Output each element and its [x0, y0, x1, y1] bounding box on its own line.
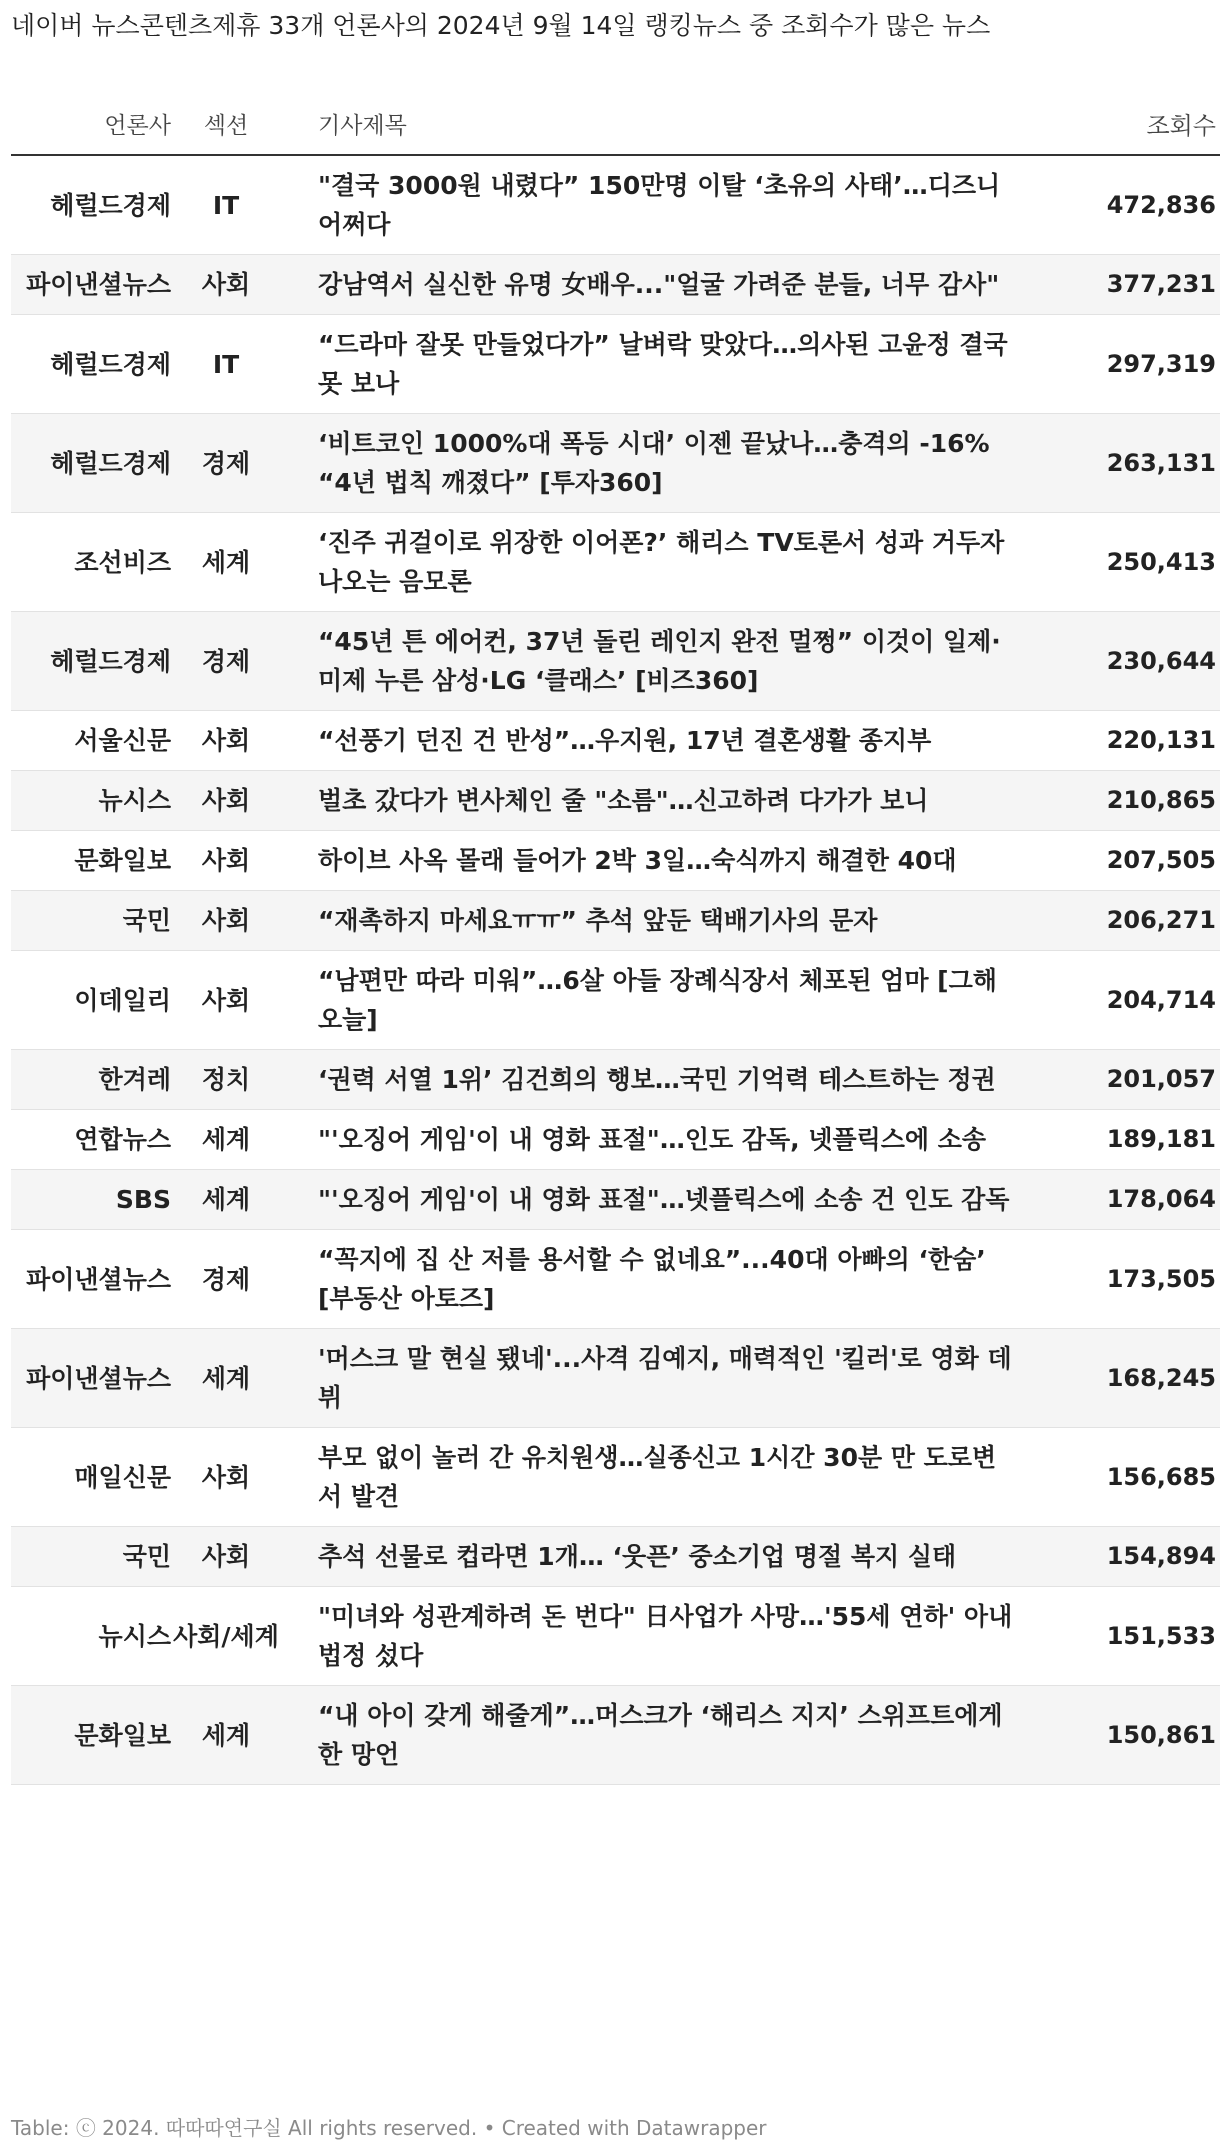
- press-cell: 국민: [11, 1527, 171, 1587]
- views-cell: 150,861: [1028, 1686, 1220, 1785]
- header-section[interactable]: 섹션: [171, 92, 281, 155]
- press-cell: 국민: [11, 891, 171, 951]
- table-row: [11, 831, 1220, 891]
- views-cell: 250,413: [1028, 513, 1220, 612]
- table-row: [11, 1050, 1220, 1110]
- section-cell: 사회: [171, 891, 281, 951]
- headline-cell: ‘권력 서열 1위’ 김건희의 행보…국민 기억력 테스트하는 정권: [281, 1050, 1028, 1110]
- press-cell: 파이낸셜뉴스: [11, 255, 171, 315]
- press-cell: 조선비즈: [11, 513, 171, 612]
- press-cell: 매일신문: [11, 1428, 171, 1527]
- views-cell: 201,057: [1028, 1050, 1220, 1110]
- press-cell: 헤럴드경제: [11, 155, 171, 255]
- press-cell: 문화일보: [11, 1686, 171, 1785]
- headline-cell: “꼭지에 집 산 저를 용서할 수 없네요”...40대 아빠의 ‘한숨’ [부동산 아토즈]: [281, 1230, 1028, 1329]
- headline-cell: 하이브 사옥 몰래 들어가 2박 3일…숙식까지 해결한 40대: [281, 831, 1028, 891]
- table-row: [11, 891, 1220, 951]
- section-cell: 사회: [171, 1428, 281, 1527]
- section-cell: 사회: [171, 951, 281, 1050]
- section-cell: 사회: [171, 831, 281, 891]
- table-body: [11, 155, 1220, 1785]
- views-cell: 377,231: [1028, 255, 1220, 315]
- header-views[interactable]: 조회수: [1028, 92, 1220, 155]
- headline-cell: "미녀와 성관계하려 돈 번다" 日사업가 사망…'55세 연하' 아내 법정 섰다: [281, 1587, 1028, 1686]
- views-cell: 204,714: [1028, 951, 1220, 1050]
- views-cell: 230,644: [1028, 612, 1220, 711]
- table-row: [11, 1329, 1220, 1428]
- headline-cell: “45년 튼 에어컨, 37년 돌린 레인지 완전 멀쩡” 이것이 일제·미제 누른 삼성·LG ‘클래스’ [비즈360]: [281, 612, 1028, 711]
- table-row: [11, 1686, 1220, 1785]
- section-cell: 사회: [171, 771, 281, 831]
- views-cell: 220,131: [1028, 711, 1220, 771]
- table-row: [11, 315, 1220, 414]
- press-cell: 뉴시스: [11, 1587, 171, 1686]
- table-row: [11, 513, 1220, 612]
- headline-cell: “재촉하지 마세요ㅠㅠ” 추석 앞둔 택배기사의 문자: [281, 891, 1028, 951]
- headline-cell: ‘진주 귀걸이로 위장한 이어폰?’ 해리스 TV토론서 성과 거두자 나오는 음모론: [281, 513, 1028, 612]
- views-cell: 206,271: [1028, 891, 1220, 951]
- views-cell: 189,181: [1028, 1110, 1220, 1170]
- table-header-row: [11, 92, 1220, 155]
- section-cell: 세계: [171, 513, 281, 612]
- press-cell: 헤럴드경제: [11, 315, 171, 414]
- views-cell: 156,685: [1028, 1428, 1220, 1527]
- headline-cell: 강남역서 실신한 유명 女배우..."얼굴 가려준 분들, 너무 감사": [281, 255, 1028, 315]
- press-cell: 연합뉴스: [11, 1110, 171, 1170]
- header-press[interactable]: 언론사: [11, 92, 171, 155]
- press-cell: 헤럴드경제: [11, 414, 171, 513]
- press-cell: SBS: [11, 1170, 171, 1230]
- headline-cell: "'오징어 게임'이 내 영화 표절"…인도 감독, 넷플릭스에 소송: [281, 1110, 1028, 1170]
- headline-cell: '머스크 말 현실 됐네'...사격 김예지, 매력적인 '킬러'로 영화 데뷔: [281, 1329, 1028, 1428]
- table-row: [11, 1170, 1220, 1230]
- table-row: [11, 1230, 1220, 1329]
- headline-cell: ‘비트코인 1000%대 폭등 시대’ 이젠 끝났나…충격의 -16% “4년 법칙 깨졌다” [투자360]: [281, 414, 1028, 513]
- press-cell: 파이낸셜뉴스: [11, 1230, 171, 1329]
- press-cell: 서울신문: [11, 711, 171, 771]
- section-cell: 경제: [171, 1230, 281, 1329]
- table-row: [11, 414, 1220, 513]
- section-cell: 사회: [171, 711, 281, 771]
- views-cell: 154,894: [1028, 1527, 1220, 1587]
- table-row: [11, 612, 1220, 711]
- section-cell: 경제: [171, 612, 281, 711]
- headline-cell: “내 아이 갖게 해줄게”…머스크가 ‘해리스 지지’ 스위프트에게 한 망언: [281, 1686, 1028, 1785]
- table-row: [11, 155, 1220, 255]
- views-cell: 151,533: [1028, 1587, 1220, 1686]
- table-row: [11, 711, 1220, 771]
- table-row: [11, 1587, 1220, 1686]
- headline-cell: “드라마 잘못 만들었다가” 날벼락 맞았다…의사된 고윤정 결국 못 보나: [281, 315, 1028, 414]
- table-row: [11, 1428, 1220, 1527]
- ranking-table: [11, 92, 1220, 1785]
- section-cell: 사회: [171, 1527, 281, 1587]
- headline-cell: 추석 선물로 컵라면 1개… ‘웃픈’ 중소기업 명절 복지 실태: [281, 1527, 1028, 1587]
- views-cell: 263,131: [1028, 414, 1220, 513]
- views-cell: 168,245: [1028, 1329, 1220, 1428]
- table-row: [11, 771, 1220, 831]
- press-cell: 문화일보: [11, 831, 171, 891]
- section-cell: IT: [171, 155, 281, 255]
- press-cell: 헤럴드경제: [11, 612, 171, 711]
- headline-cell: 벌초 갔다가 변사체인 줄 "소름"…신고하려 다가가 보니: [281, 771, 1028, 831]
- headline-cell: “남편만 따라 미워”…6살 아들 장례식장서 체포된 엄마 [그해 오늘]: [281, 951, 1028, 1050]
- press-cell: 한겨레: [11, 1050, 171, 1110]
- views-cell: 173,505: [1028, 1230, 1220, 1329]
- table-title: 네이버 뉴스콘텐츠제휴 33개 언론사의 2024년 9월 14일 랭킹뉴스 중 조회수가 많은 뉴스: [11, 11, 991, 40]
- table-row: [11, 951, 1220, 1050]
- headline-cell: "'오징어 게임'이 내 영화 표절"…넷플릭스에 소송 건 인도 감독: [281, 1170, 1028, 1230]
- section-cell: 경제: [171, 414, 281, 513]
- headline-cell: "결국 3000원 내렸다” 150만명 이탈 ‘초유의 사태’…디즈니 어쩌다: [281, 155, 1028, 255]
- views-cell: 178,064: [1028, 1170, 1220, 1230]
- views-cell: 472,836: [1028, 155, 1220, 255]
- headline-cell: “선풍기 던진 건 반성”…우지원, 17년 결혼생활 종지부: [281, 711, 1028, 771]
- table-row: [11, 1527, 1220, 1587]
- section-cell: 세계: [171, 1329, 281, 1428]
- views-cell: 210,865: [1028, 771, 1220, 831]
- press-cell: 이데일리: [11, 951, 171, 1050]
- section-cell: 정치: [171, 1050, 281, 1110]
- header-headline[interactable]: 기사제목: [281, 92, 1028, 155]
- press-cell: 파이낸셜뉴스: [11, 1329, 171, 1428]
- press-cell: 뉴시스: [11, 771, 171, 831]
- section-cell: 세계: [171, 1686, 281, 1785]
- section-cell: 사회: [171, 255, 281, 315]
- headline-cell: 부모 없이 놀러 간 유치원생…실종신고 1시간 30분 만 도로변서 발견: [281, 1428, 1028, 1527]
- table-row: [11, 1110, 1220, 1170]
- section-cell: 사회/세계: [171, 1587, 281, 1686]
- views-cell: 297,319: [1028, 315, 1220, 414]
- section-cell: 세계: [171, 1110, 281, 1170]
- footer-credit: Table: ⓒ 2024. 따따따연구실 All rights reserved. • Created with Datawrapper: [11, 2116, 767, 2140]
- section-cell: IT: [171, 315, 281, 414]
- section-cell: 세계: [171, 1170, 281, 1230]
- views-cell: 207,505: [1028, 831, 1220, 891]
- table-row: [11, 255, 1220, 315]
